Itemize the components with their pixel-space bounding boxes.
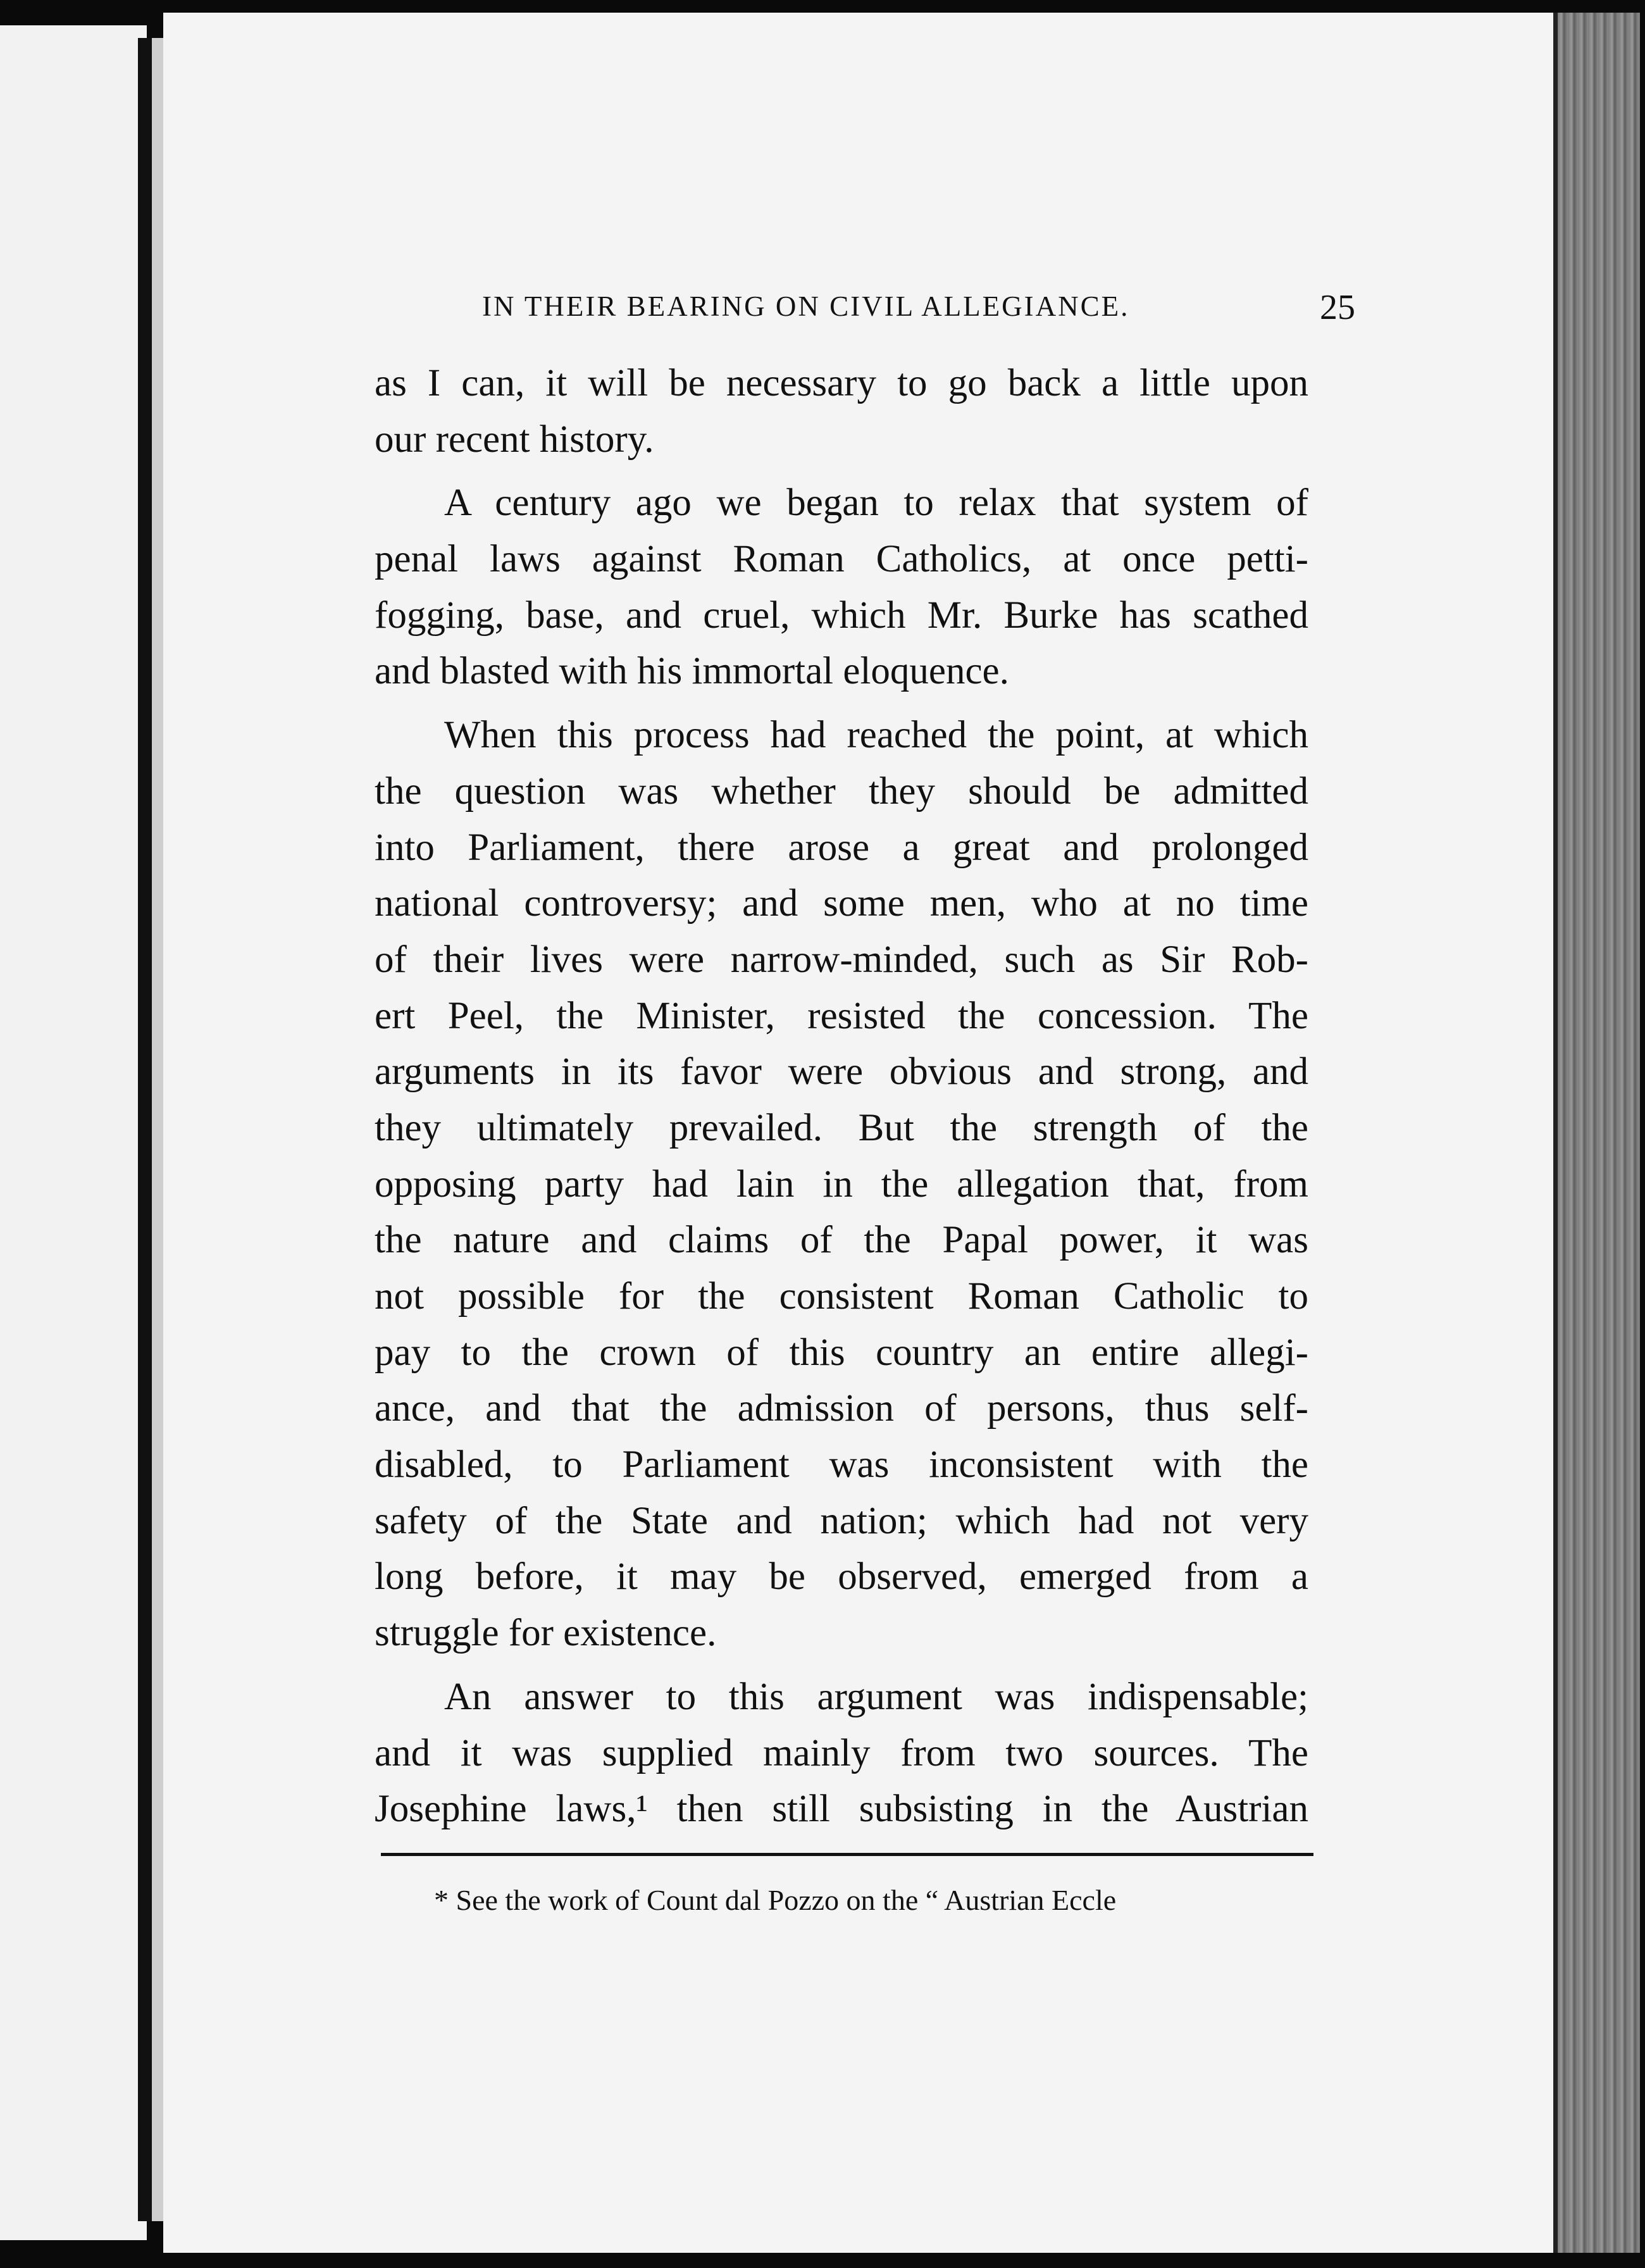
text-line: and blasted with his immortal eloquence. (375, 650, 1009, 693)
footnote-rule (381, 1853, 1313, 1856)
text-line: disabled, to Parliament was inconsistent with the (375, 1443, 1308, 1486)
text-line: not possible for the consistent Roman Catholic to (375, 1275, 1308, 1318)
book-gutter (138, 38, 152, 2221)
text-line: penal laws against Roman Catholics, at once petti- (375, 538, 1308, 581)
text-line: into Parliament, there arose a great and prolonged (375, 826, 1308, 869)
text-line: and it was supplied mainly from two sources. The (375, 1731, 1308, 1774)
text-line: struggle for existence. (375, 1612, 717, 1655)
text-line: A century ago we began to relax that system of (444, 482, 1308, 525)
page-stack-edge (1558, 13, 1640, 2253)
text-line: as I can, it will be necessary to go back a little upon (375, 362, 1308, 404)
text-line: pay to the crown of this country an entire allegi- (375, 1331, 1308, 1374)
text-line: of their lives were narrow-minded, such as Sir Rob- (375, 938, 1308, 981)
text-line: they ultimately prevailed. But the strength of the (375, 1106, 1308, 1149)
footnote: * See the work of Count dal Pozzo on the “ Austrian Eccle (434, 1884, 1117, 1916)
facing-page-edge (0, 25, 147, 2240)
text-line: safety of the State and nation; which had not very (375, 1499, 1308, 1542)
text-line: fogging, base, and cruel, which Mr. Burke has scathed (375, 594, 1308, 637)
running-title: IN THEIR BEARING ON CIVIL ALLEGIANCE. (482, 290, 1130, 322)
text-line: When this process had reached the point, at which (444, 714, 1308, 757)
text-line: ance, and that the admission of persons, thus self- (375, 1387, 1308, 1430)
page-number: 25 (1320, 288, 1355, 327)
gutter-shadow (152, 38, 163, 2221)
text-line: the nature and claims of the Papal power, it was (375, 1219, 1308, 1262)
body-text (375, 356, 1308, 1838)
text-line: the question was whether they should be admitted (375, 770, 1308, 813)
text-line: our recent history. (375, 418, 654, 461)
text-line: national controversy; and some men, who at no time (375, 882, 1308, 925)
text-line: arguments in its favor were obvious and strong, and (375, 1050, 1308, 1094)
running-header (482, 290, 1355, 330)
text-line: ert Peel, the Minister, resisted the concession. The (375, 994, 1308, 1037)
text-line: long before, it may be observed, emerged from a (375, 1555, 1308, 1598)
text-line: An answer to this argument was indispensable; (444, 1675, 1308, 1718)
text-line: opposing party had lain in the allegation that, from (375, 1162, 1308, 1206)
text-line: Josephine laws,¹ then still subsisting in the Austrian (375, 1788, 1308, 1831)
